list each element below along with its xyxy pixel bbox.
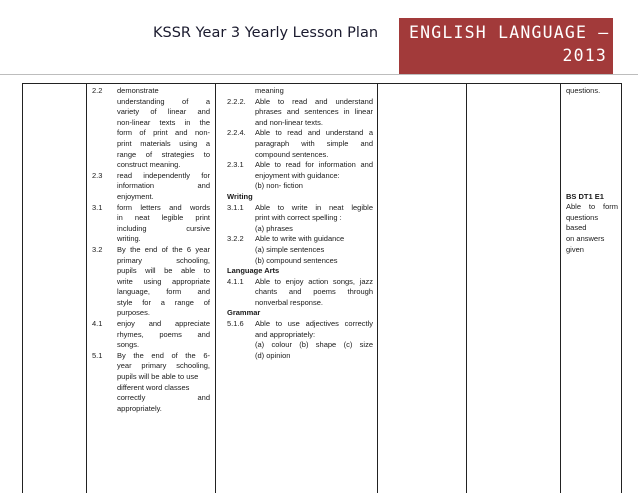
standard-item (92, 319, 210, 351)
learning-standards-cell (227, 86, 373, 361)
standard-line: range of strategies to (117, 149, 210, 159)
assessment-line: on answers given (566, 233, 605, 254)
standard-line: primary schooling, (117, 255, 210, 265)
standard-number: 3.2 (92, 244, 103, 254)
learning-standard-number: 2.2.4. (227, 128, 246, 138)
learning-standard-line: Able to write in neat legible (255, 202, 373, 212)
standard-line: year primary schooling, (117, 361, 210, 371)
standard-line: enjoyment. (117, 191, 154, 201)
standard-number: 2.2 (92, 86, 103, 95)
standard-line: variety of linear and (117, 107, 210, 117)
learning-standard-line: phrases and sentences in linear (255, 107, 373, 117)
writing-heading: Writing (227, 191, 253, 201)
learning-standard-number: 3.2.2 (227, 234, 244, 244)
standard-line: enjoy and appreciate (117, 319, 210, 329)
standard-line: in neat legible print (117, 213, 210, 223)
learning-standard-line: (b) compound sentences (255, 255, 338, 265)
column-divider (466, 83, 467, 493)
header-divider (0, 74, 638, 75)
learning-standard-item (227, 97, 373, 129)
continued-line: meaning (255, 86, 284, 95)
learning-standard-line: Able to read and understand (255, 96, 373, 106)
learning-standard-line: (d) opinion (255, 350, 291, 360)
learning-standard-item (227, 128, 373, 160)
learning-standard-line: and appropriately: (255, 329, 316, 339)
learning-standard-line: Able to read and understand a (255, 128, 373, 138)
standard-line: demonstrate (117, 86, 159, 95)
learning-standard-line: (a) simple sentences (255, 244, 325, 254)
subject-banner (399, 18, 613, 74)
learning-standard-number: 2.3.1 (227, 160, 244, 170)
standard-item (92, 245, 210, 319)
assessment-line: questions based (566, 212, 599, 233)
learning-standard-line: chants and poems through (255, 287, 373, 297)
subject-line-1: ENGLISH LANGUAGE – (409, 23, 610, 42)
grammar-heading: Grammar (227, 308, 261, 318)
learning-standard-item (227, 203, 373, 235)
learning-standard-line: nonverbal response. (255, 297, 323, 307)
standard-line: songs. (117, 340, 140, 350)
learning-standard-line: Able to enjoy action songs, jazz (255, 276, 373, 286)
standard-line: write using appropriate (117, 276, 210, 286)
assessment-code: BS DT1 E1 (566, 191, 604, 201)
standard-line: appropriately. (117, 403, 162, 413)
standard-item (92, 351, 210, 415)
learning-standard-number: 3.1.1 (227, 202, 244, 212)
standard-line: read independently for (117, 170, 210, 180)
standard-item (92, 171, 210, 203)
learning-standard-item (227, 277, 373, 309)
learning-standard-number: 4.1.1 (227, 276, 244, 286)
subject-line-2: 2013 (562, 46, 607, 65)
standard-line: construct meaning. (117, 160, 181, 170)
learning-standard-line: compound sentences. (255, 149, 329, 159)
learning-standard-line: (b) non- fiction (255, 181, 303, 191)
column-divider (377, 83, 378, 493)
learning-standard-line: (a) colour (b) shape (c) size (255, 340, 373, 350)
standard-line: including cursive (117, 223, 210, 233)
standard-number: 2.3 (92, 170, 103, 180)
learning-standard-line: enjoyment with guidance: (255, 170, 340, 180)
standard-item (92, 86, 210, 171)
standard-number: 4.1 (92, 319, 103, 329)
standard-line: information and (117, 181, 210, 191)
learning-standard-item (227, 234, 373, 266)
column-divider (560, 83, 561, 493)
standard-line: different word classes (117, 382, 190, 392)
assessment-line: Able to form (566, 202, 618, 212)
standard-line: form of print and non- (117, 128, 210, 138)
standard-line: form letters and words (117, 202, 210, 212)
standard-line: purposes. (117, 308, 150, 318)
standard-line: writing. (117, 234, 141, 244)
learning-standard-item (227, 319, 373, 361)
learning-standard-line: Able to write with guidance (255, 234, 345, 244)
standard-line: By the end of the 6- (117, 350, 210, 360)
learning-standard-line: (a) phrases (255, 223, 293, 233)
assessment-cell (566, 86, 618, 255)
standard-line: language, form and (117, 287, 210, 297)
assessment-continued-text: questions. (566, 86, 601, 95)
standard-line: correctly and (117, 393, 210, 403)
standard-line: style for a range of (117, 297, 210, 307)
standard-item (92, 203, 210, 245)
column-divider (215, 83, 216, 493)
learning-standard-line: and non-linear texts. (255, 117, 323, 127)
learning-standard-item (227, 160, 373, 192)
content-standards-cell (92, 86, 210, 414)
standard-line: rhymes, poems and (117, 329, 210, 339)
standard-line: print materials using a (117, 138, 210, 148)
standard-line: pupils will be able to use (117, 372, 199, 382)
standard-line: non-linear texts in the (117, 117, 210, 127)
standard-line: pupils will be able to (117, 266, 210, 276)
standard-number: 5.1 (92, 350, 103, 360)
learning-standard-number: 2.2.2. (227, 96, 246, 106)
learning-standard-line: paragraph with simple and (255, 138, 373, 148)
learning-standard-line: print with correct spelling : (255, 213, 342, 223)
learning-standard-line: Able to use adjectives correctly (255, 319, 373, 329)
standard-line: understanding of a (117, 96, 210, 106)
language-arts-heading: Language Arts (227, 266, 280, 276)
column-divider (86, 83, 87, 493)
standard-line: By the end of the 6 year (117, 244, 210, 254)
learning-standard-number: 5.1.6 (227, 319, 244, 329)
document-title: KSSR Year 3 Yearly Lesson Plan (153, 25, 379, 41)
learning-standard-line: Able to read for information and (255, 160, 373, 170)
standard-number: 3.1 (92, 202, 103, 212)
